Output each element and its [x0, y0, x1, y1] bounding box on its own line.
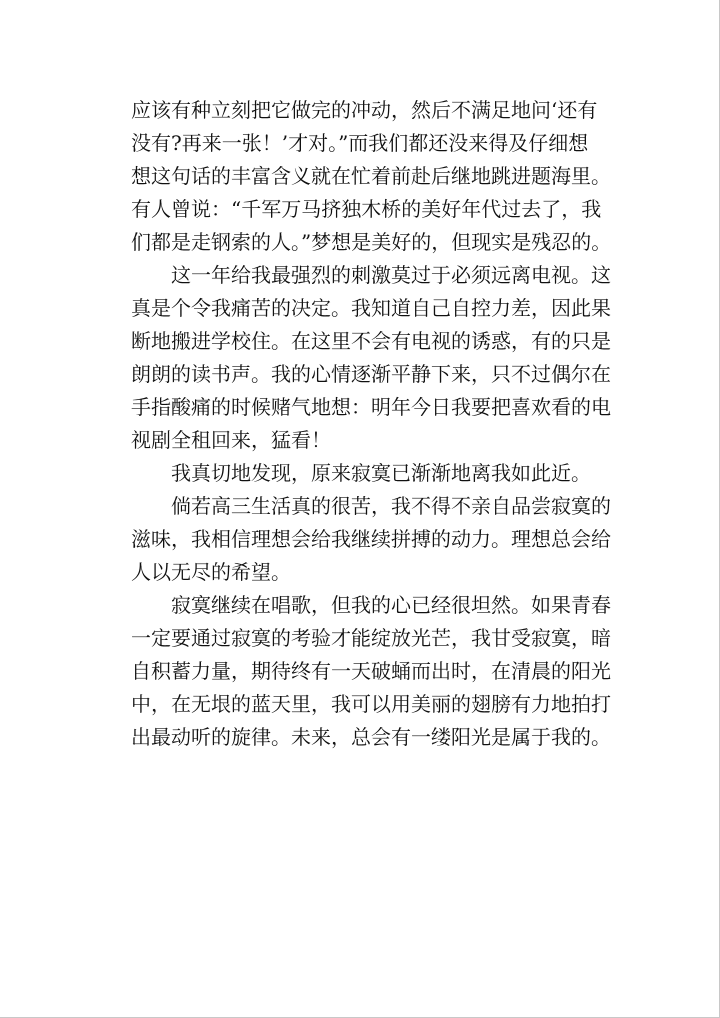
text-line: 我真切地发现，原来寂寞已渐渐地离我如此近。 [171, 461, 591, 485]
paragraph-5 [131, 589, 611, 754]
text-line: 断地搬进学校住。在这里不会有电视的诱惑，有的只是 [131, 329, 611, 353]
text-line: 自积蓄力量，期待终有一天破蛹而出时，在清晨的阳光 [131, 659, 611, 683]
text-line: 出最动听的旋律。未来，总会有一缕阳光是属于我的。 [131, 725, 611, 749]
text-line: 这一年给我最强烈的刺激莫过于必须远离电视。这 [171, 263, 611, 287]
text-line: 们都是走钢索的人。”梦想是美好的，但现实是残忍的。 [131, 230, 612, 254]
text-line: 没有?再来一张！’才对。”而我们都还没来得及仔细想 [131, 131, 589, 155]
paragraph-1 [131, 94, 612, 259]
text-line: 一定要通过寂寞的考验才能绽放光芒，我甘受寂寞，暗 [131, 626, 611, 650]
text-line: 滋味，我相信理想会给我继续拼搏的动力。理想总会给 [131, 527, 611, 551]
text-line: 真是个令我痛苦的决定。我知道自己自控力差，因此果 [131, 296, 611, 320]
paragraph-2 [131, 259, 611, 457]
text-line: 想这句话的丰富含义就在忙着前赴后继地跳进题海里。 [131, 164, 611, 188]
text-line: 视剧全租回来，猛看！ [131, 428, 331, 452]
text-line: 朗朗的读书声。我的心情逐渐平静下来，只不过偶尔在 [131, 362, 611, 386]
document-body [131, 94, 612, 754]
text-line: 人以无尽的希望。 [131, 560, 291, 584]
paragraph-4 [131, 490, 611, 589]
text-line: 中，在无垠的蓝天里，我可以用美丽的翅膀有力地拍打 [131, 692, 611, 716]
paragraph-3 [131, 457, 605, 490]
text-line: 倘若高三生活真的很苦，我不得不亲自品尝寂寞的 [171, 494, 611, 518]
text-line: 有人曾说：“千军万马挤独木桥的美好年代过去了，我 [131, 197, 602, 221]
text-line: 手指酸痛的时候赌气地想：明年今日我要把喜欢看的电 [131, 395, 611, 419]
text-line: 寂寞继续在唱歌，但我的心已经很坦然。如果青春 [171, 593, 611, 617]
text-line: 应该有种立刻把它做完的冲动，然后不满足地问‘还有 [131, 98, 598, 122]
